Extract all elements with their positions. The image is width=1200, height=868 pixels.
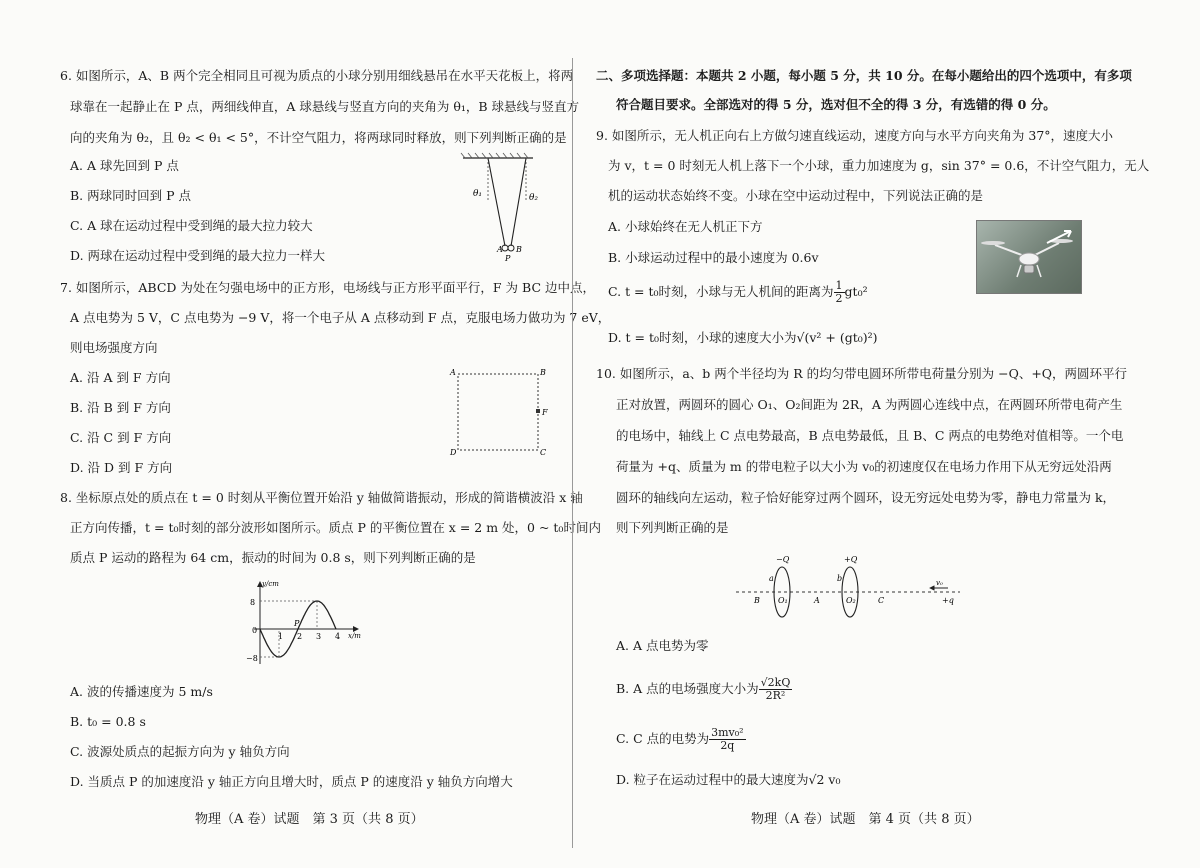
q9-option-d-expr: √(v² + (gt₀)²) (796, 330, 878, 345)
q6-stem-line3: 向的夹角为 θ₂，且 θ₂ < θ₁ < 5°，不计空气阻力，将两球同时释放，则下列判断正确的是 (70, 130, 567, 145)
y-tick-8: 8 (250, 598, 256, 607)
y-tick-0: 0 (252, 626, 258, 635)
theta1-label: θ₁ (473, 189, 483, 199)
q6-stem-line1: 6. 如图所示，A、B 两个完全相同且可视为质点的小球分别用细线悬吊在水平天花板上，将两 (60, 68, 574, 83)
q10-option-b (616, 677, 792, 702)
q9-option-c-fraction (834, 280, 845, 305)
q9-option-d-text: D. t = t₀时刻，小球的速度大小为 (608, 330, 797, 345)
q6-option-d: D. 两球在运动过程中受到绳的最大拉力一样大 (70, 248, 326, 263)
particle-charge-label: +q (942, 596, 954, 605)
q9-option-b: B. 小球运动过程中的最小速度为 0.6v (608, 250, 819, 265)
corner-a-label: A (450, 368, 456, 377)
q10-stem-line2: 正对放置，两圆环的圆心 O₁、O₂间距为 2R，A 为两圆心连线中点，在两圆环所带电荷产生 (616, 397, 1123, 412)
x-tick-2: 2 (297, 632, 303, 641)
q7-option-b: B. 沿 B 到 F 方向 (70, 400, 171, 415)
section-heading-line2: 符合题目要求。全部选对的得 5 分，选对但不全的得 3 分，有选错的得 0 分。 (616, 97, 1056, 112)
q6-option-a: A. A 球先回到 P 点 (70, 158, 179, 173)
q10-option-c-fraction (709, 727, 745, 752)
theta2-label: θ₂ (529, 193, 539, 203)
q9-option-c-denominator: 2 (835, 292, 843, 305)
q6-option-c: C. A 球在运动过程中受到绳的最大拉力较大 (70, 218, 313, 233)
ring-b-label: b (837, 574, 843, 583)
q9-stem-line3: 机的运动状态始终不变。小球在空中运动过程中，下列说法正确的是 (608, 188, 984, 203)
charge-plus-q-label: +Q (844, 555, 858, 564)
q7-option-c: C. 沿 C 到 F 方向 (70, 430, 172, 445)
ball-a-label: A (497, 245, 503, 254)
q10-stem-line3: 的电场中，轴线上 C 点电势最高，B 点电势最低，且 B、C 两点的电势绝对值相等。一个电 (616, 428, 1124, 443)
x-tick-4: 4 (335, 632, 341, 641)
q10-stem-line6: 则下列判断正确的是 (616, 520, 729, 535)
q9-option-c-text: C. t = t₀时刻，小球与无人机间的距离为 (608, 284, 834, 299)
q10-option-b-denominator: 2R² (765, 689, 786, 702)
q10-option-c (616, 727, 746, 752)
point-b-label: B (754, 596, 760, 605)
q10-option-d: D. 粒子在运动过程中的最大速度为√2 v₀ (616, 772, 841, 787)
x-axis-label: x/m (348, 632, 361, 640)
q10-stem-line5: 圆环的轴线向左运动，粒子恰好能穿过两个圆环，设无穷远处电势为零，静电力常量为 k， (616, 490, 1116, 505)
point-f-label: F (542, 408, 548, 417)
square-abcd-figure (448, 366, 548, 458)
q9-option-c-numerator: 1 (835, 279, 843, 292)
q9-option-c (608, 280, 868, 305)
point-a-label: A (814, 596, 820, 605)
q10-option-b-text: B. A 点的电场强度大小为 (616, 681, 759, 696)
q10-option-a: A. A 点电势为零 (616, 638, 709, 653)
q10-option-b-numerator: √2kQ (760, 676, 791, 689)
point-p-label: P (505, 254, 511, 263)
y-axis-label: y/cm (262, 580, 279, 588)
right-page-footer: 物理（A 卷）试题 第 4 页（共 8 页） (751, 812, 980, 827)
section-heading-line1: 二、多项选择题：本题共 2 小题，每小题 5 分，共 10 分。在每小题给出的四个选项中，有多项 (596, 68, 1132, 83)
rings-figure (736, 548, 966, 624)
ball-b-label: B (516, 245, 522, 254)
q10-option-c-text: C. C 点的电势为 (616, 731, 710, 746)
point-c-label: C (878, 596, 885, 605)
q10-stem-line4: 荷量为 +q、质量为 m 的带电粒子以大小为 v₀的初速度仅在电场力作用下从无穷远处沿两 (616, 459, 1112, 474)
q10-stem-line1: 10. 如图所示，a、b 两个半径均为 R 的均匀带电圆环所带电荷量分别为 −Q、+Q，两圆环平行 (596, 366, 1128, 381)
ring-a-label: a (769, 574, 774, 583)
y-tick-neg8: −8 (246, 654, 258, 663)
q9-stem-line2: 为 v，t = 0 时刻无人机上落下一个小球，重力加速度为 g，sin 37° = 0.6，不计空气阻力，无人 (608, 158, 1150, 173)
q8-stem-line1: 8. 坐标原点处的质点在 t = 0 时刻从平衡位置开始沿 y 轴做简谐振动，形成的简谐横波沿 x 轴 (60, 490, 583, 505)
q8-stem-line2: 正方向传播，t = t₀时刻的部分波形如图所示。质点 P 的平衡位置在 x = 2 m 处，0 ~ t₀时间内 (70, 520, 601, 535)
drone-photo (976, 220, 1082, 294)
center-o2-label: O₂ (846, 596, 856, 605)
right-page (586, 0, 1200, 868)
corner-c-label: C (540, 448, 547, 457)
q8-option-c: C. 波源处质点的起振方向为 y 轴负方向 (70, 744, 290, 759)
x-tick-1: 1 (278, 632, 284, 641)
wave-figure (240, 578, 370, 668)
q10-option-c-denominator: 2q (720, 739, 735, 752)
q7-option-d: D. 沿 D 到 F 方向 (70, 460, 173, 475)
q7-stem-line2: A 点电势为 5 V，C 点电势为 −9 V，将一个电子从 A 点移动到 F 点，克服电场力做功为 7 eV， (70, 310, 611, 325)
x-tick-3: 3 (316, 632, 322, 641)
charge-minus-q-label: −Q (776, 555, 790, 564)
point-p-wave-label: P (294, 619, 300, 628)
center-o1-label: O₁ (778, 596, 788, 605)
q10-option-b-fraction (759, 677, 793, 702)
q8-stem-line3: 质点 P 运动的路程为 64 cm，振动的时间为 0.8 s，则下列判断正确的是 (70, 550, 476, 565)
page-divider (572, 58, 573, 848)
q10-option-c-numerator: 3mv₀² (711, 726, 744, 739)
q9-option-c-expr: gt₀² (844, 284, 868, 299)
drone-icon (977, 221, 1081, 293)
q7-option-a: A. 沿 A 到 F 方向 (70, 370, 171, 385)
q9-option-a: A. 小球始终在无人机正下方 (608, 219, 763, 234)
left-page-footer: 物理（A 卷）试题 第 3 页（共 8 页） (195, 812, 424, 827)
ring-a (774, 567, 790, 617)
corner-b-label: B (540, 368, 546, 377)
q9-stem-line1: 9. 如图所示，无人机正向右上方做匀速直线运动，速度方向与水平方向夹角为 37°，速度大小 (596, 128, 1114, 143)
q7-stem-line1: 7. 如图所示，ABCD 为处在匀强电场中的正方形，电场线与正方形平面平行，F 为 BC 边中点， (60, 280, 595, 295)
corner-d-label: D (450, 448, 457, 457)
pendulum-figure (455, 152, 540, 264)
q8-option-b: B. t₀ = 0.8 s (70, 714, 146, 729)
q8-option-d: D. 当质点 P 的加速度沿 y 轴正方向且增大时，质点 P 的速度沿 y 轴负方向增大 (70, 774, 513, 789)
q7-stem-line3: 则电场强度方向 (70, 340, 158, 355)
velocity-label: v₀ (936, 579, 943, 587)
q6-stem-line2: 球靠在一起静止在 P 点，两细线伸直，A 球悬线与竖直方向的夹角为 θ₁，B 球悬线与竖直方 (70, 99, 580, 114)
q6-option-b: B. 两球同时回到 P 点 (70, 188, 191, 203)
q9-option-d (608, 330, 878, 346)
q8-option-a: A. 波的传播速度为 5 m/s (70, 684, 213, 699)
